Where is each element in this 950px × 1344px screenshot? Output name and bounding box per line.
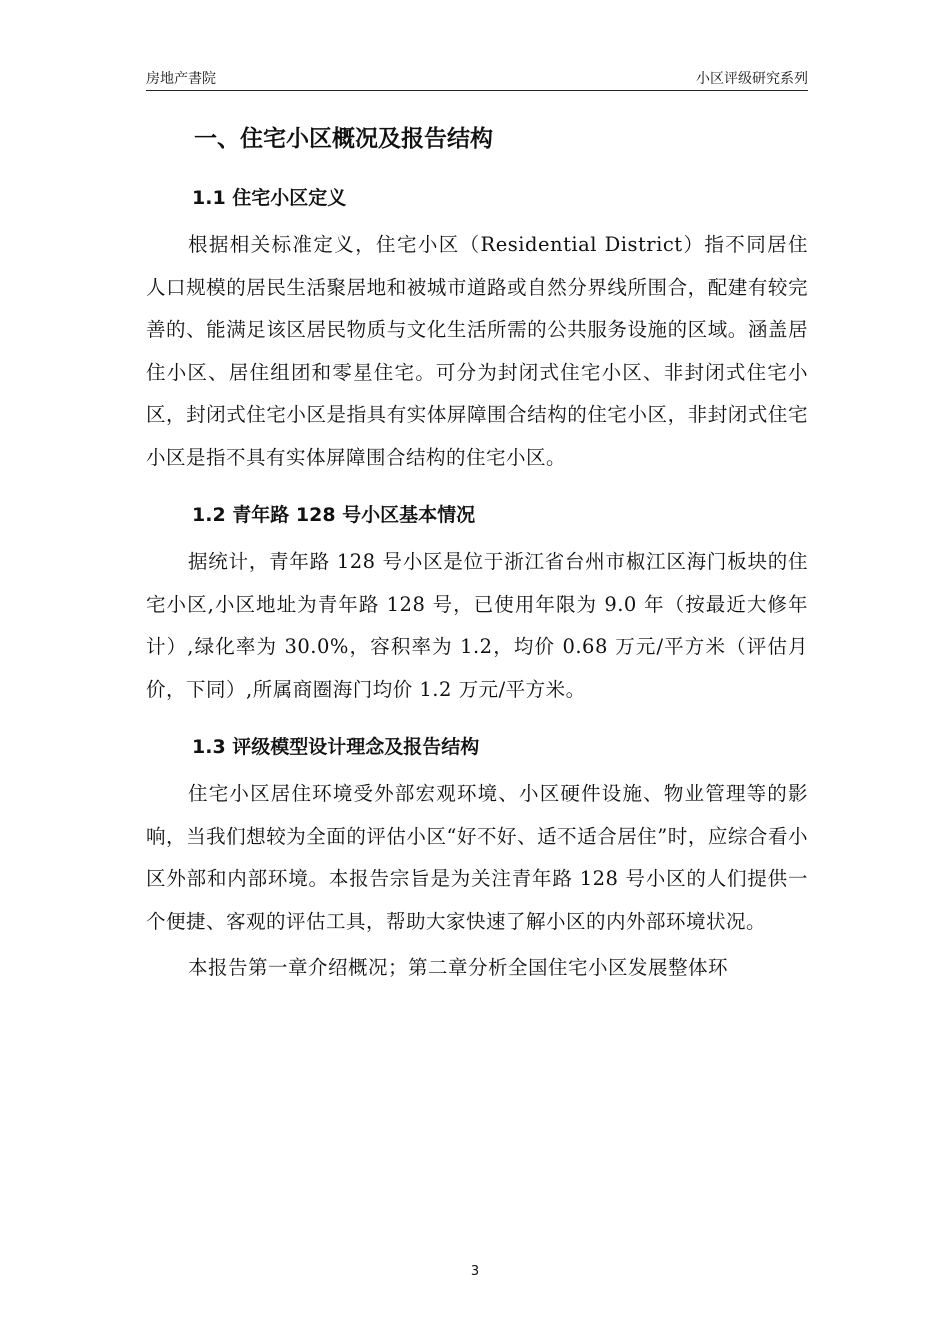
section-1-2-paragraph: 据统计，青年路 128 号小区是位于浙江省台州市椒江区海门板块的住宅小区,小区地址为青年路 128 号，已使用年限为 9.0 年（按最近大修年计）,绿化率为 30.0%，容积率为 1.2，均价 0.68 万元/平方米（评估月价，下同）,所属商圈海门均价 1.2 万元/平方米。 [146, 550, 808, 701]
page-number: 3 [470, 1264, 480, 1279]
section-1-1-paragraph: 根据相关标准定义，住宅小区（Residential District）指不同居住人口规模的居民生活聚居地和被城市道路或自然分界线所围合，配建有较完善的、能满足该区居民物质与文化生活所需的公共服务设施的区域。涵盖居住小区、居住组团和零星住宅。可分为封闭式住宅小区、非封闭式住宅小区，封闭式住宅小区是指具有实体屏障围合结构的住宅小区，非封闭式住宅小区是指不具有实体屏障围合结构的住宅小区。 [146, 233, 808, 469]
header-series-title: 小区评级研究系列 [696, 71, 808, 87]
header-publisher: 房地产書院 [146, 71, 216, 87]
section-title-1-1: 1.1 住宅小区定义 [192, 187, 347, 209]
section-1-3-paragraph-1: 住宅小区居住环境受外部宏观环境、小区硬件设施、物业管理等的影响，当我们想较为全面的评估小区“好不好、适不适合居住”时，应综合看小区外部和内部环境。本报告宗旨是为关注青年路 128 号小区的人们提供一个便捷、客观的评估工具，帮助大家快速了解小区的内外部环境状况。 [146, 782, 808, 933]
section-title-1-2: 1.2 青年路 128 号小区基本情况 [192, 504, 476, 526]
document-body [146, 116, 808, 990]
page-header [146, 64, 808, 91]
chapter-title: 一、住宅小区概况及报告结构 [194, 126, 493, 152]
section-1-3-paragraph-2: 本报告第一章介绍概况；第二章分析全国住宅小区发展整体环 [188, 956, 729, 979]
section-title-1-3: 1.3 评级模型设计理念及报告结构 [192, 736, 480, 758]
